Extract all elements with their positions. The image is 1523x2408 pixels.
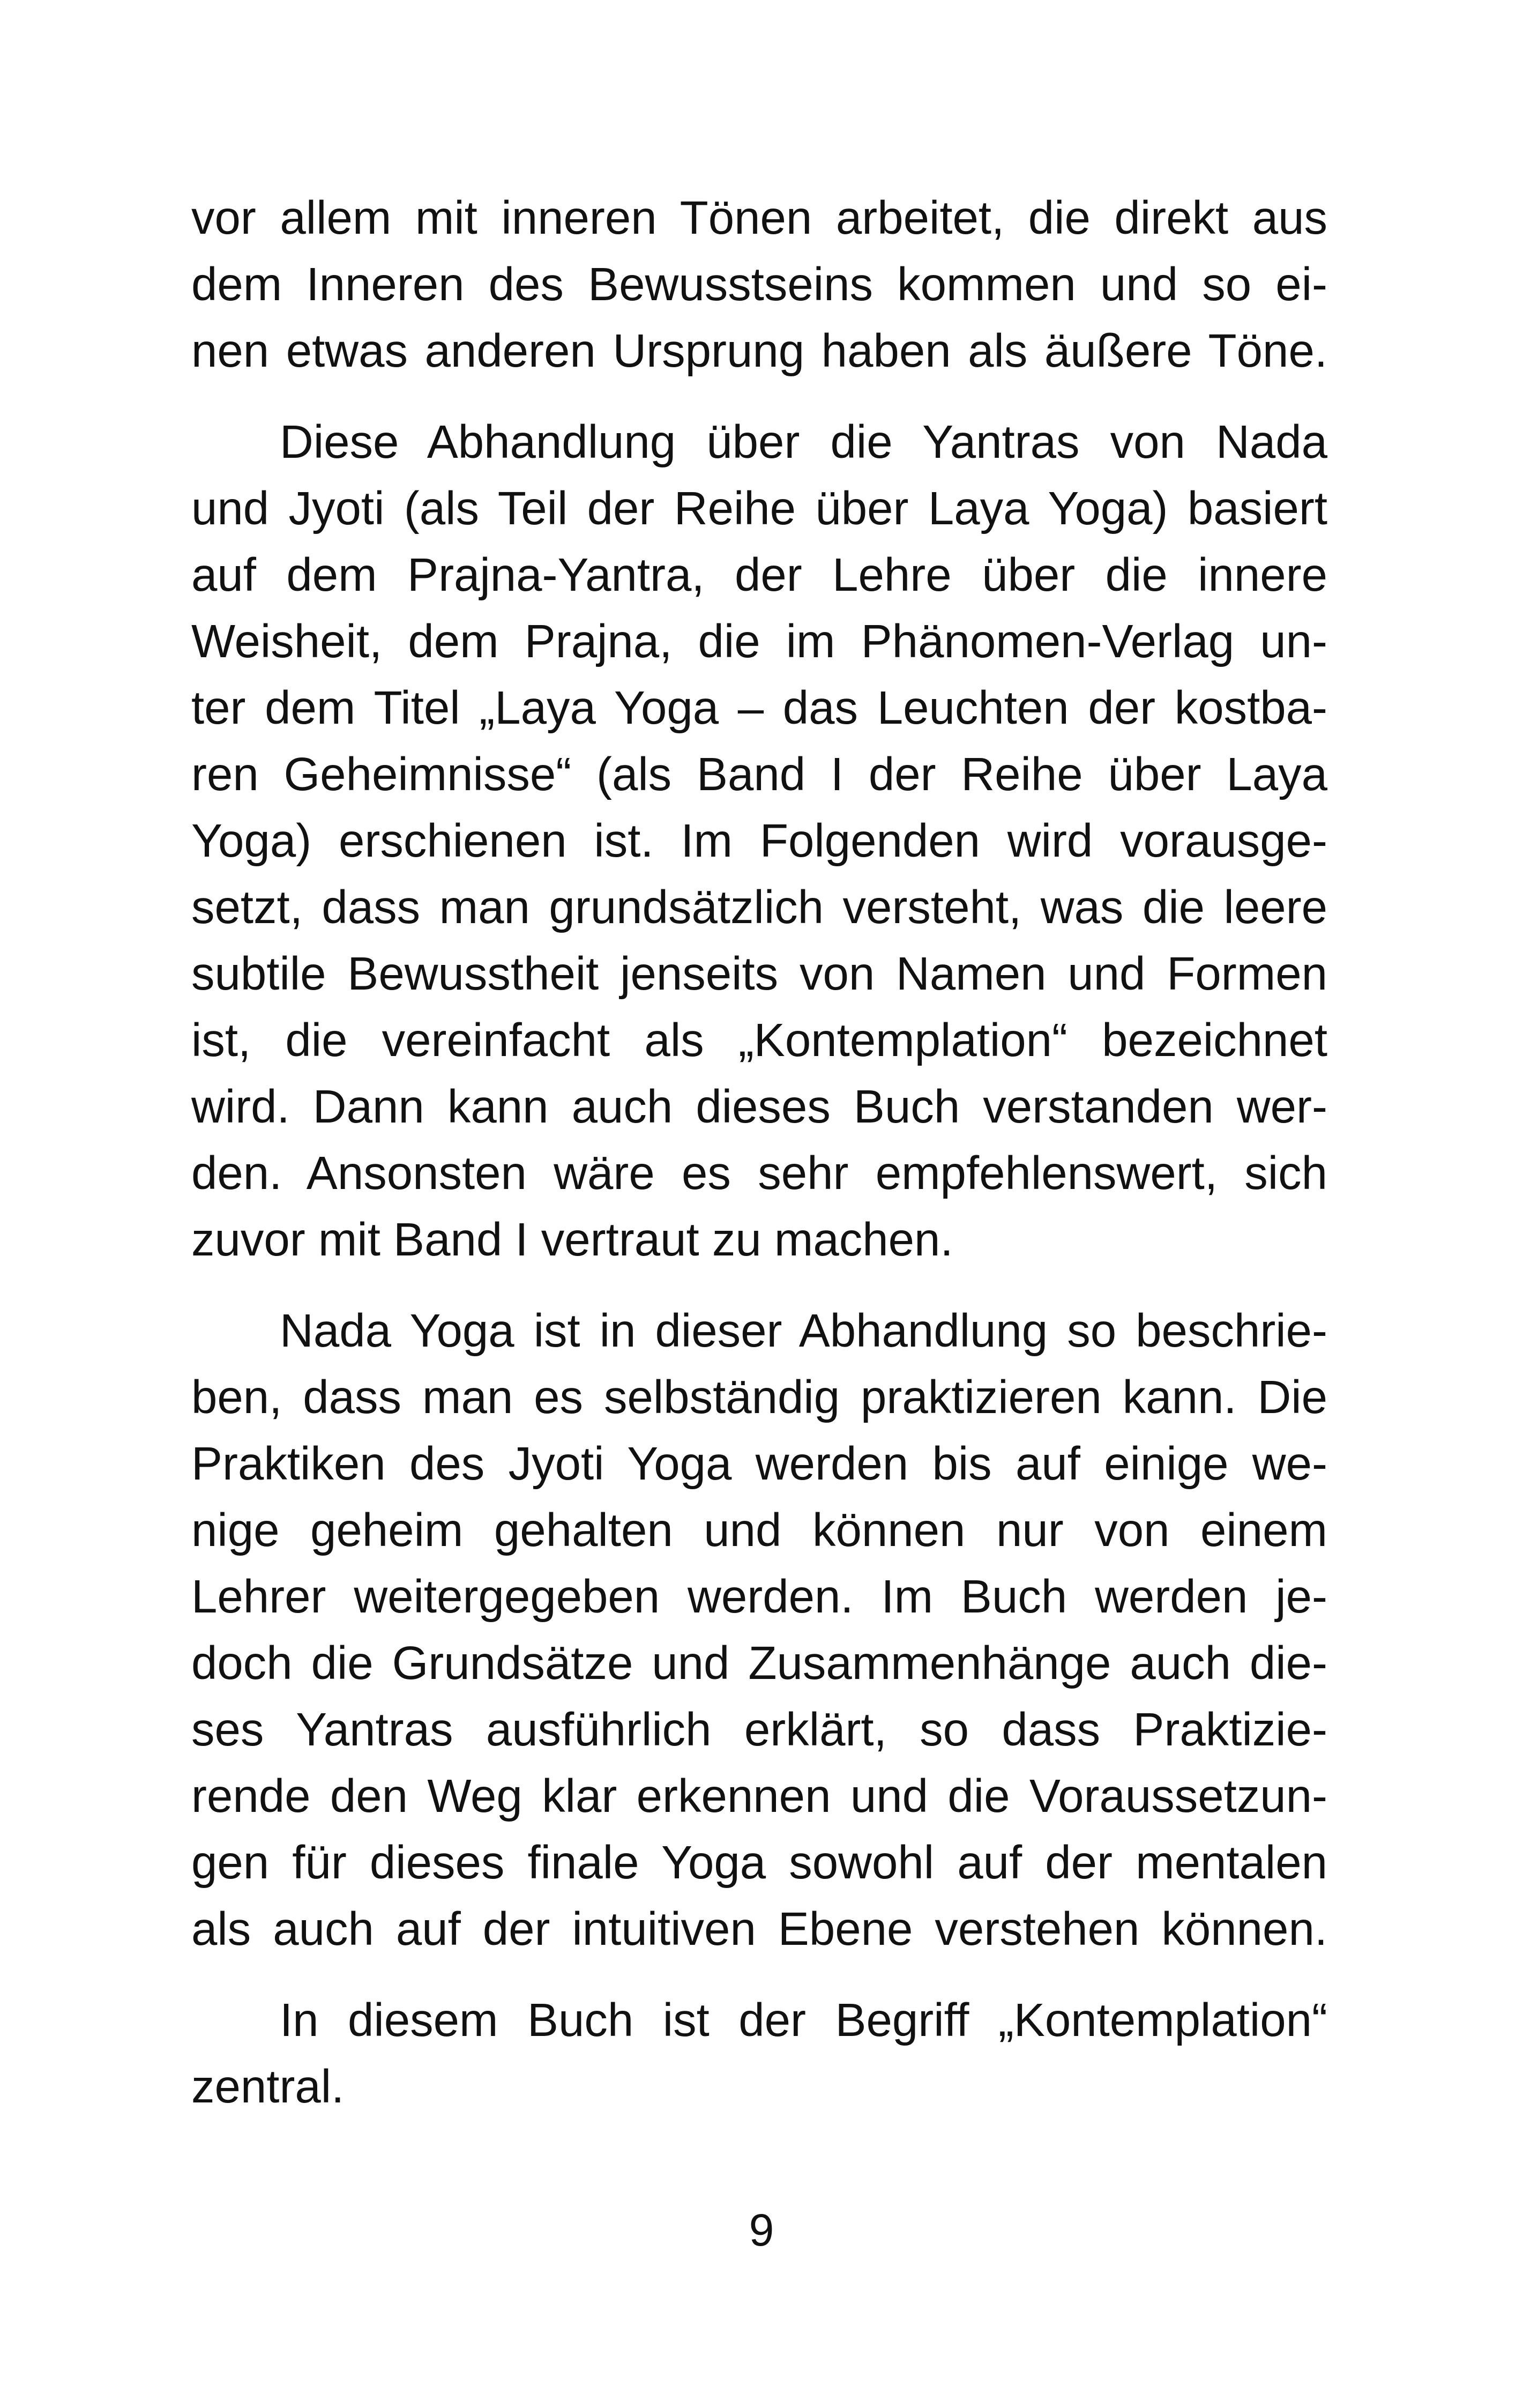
text-line: nige geheim gehalten und können nur von einem: [191, 1504, 1327, 1556]
page-number: 9: [749, 2205, 774, 2255]
text-line: ist, die vereinfacht als „Kontemplation“ bezeichnet: [191, 1014, 1327, 1066]
text-line: Lehrer weitergegeben werden. Im Buch werden je-: [191, 1571, 1327, 1623]
paragraph-4: [191, 1987, 1327, 2120]
text-line: ben, dass man es selbständig praktizieren kann. Die: [191, 1371, 1327, 1423]
paragraph-1: [191, 185, 1327, 384]
text-line: rende den Weg klar erkennen und die Voraussetzun-: [191, 1770, 1327, 1822]
text-line: gen für dieses finale Yoga sowohl auf der mentalen: [191, 1837, 1327, 1889]
text-line: als auch auf der intuitiven Ebene verstehen können.: [191, 1903, 1327, 1955]
body-text: [191, 185, 1327, 2120]
text-line: auf dem Prajna-Yantra, der Lehre über die innere: [191, 549, 1327, 601]
text-line: subtile Bewusstheit jenseits von Namen und Formen: [191, 948, 1327, 1000]
text-line: In diesem Buch ist der Begriff „Kontemplation“: [280, 1994, 1327, 2046]
text-line: ren Geheimnisse“ (als Band I der Reihe über Laya: [191, 748, 1327, 800]
text-line: zentral.: [191, 2061, 345, 2113]
text-line: ses Yantras ausführlich erklärt, so dass Praktizie-: [191, 1704, 1327, 1756]
text-line: Nada Yoga ist in dieser Abhandlung so beschrie-: [280, 1305, 1327, 1357]
text-line: dem Inneren des Bewusstseins kommen und so ei-: [191, 258, 1327, 310]
text-line: Diese Abhandlung über die Yantras von Nada: [280, 416, 1327, 468]
text-line: Praktiken des Jyoti Yoga werden bis auf einige we-: [191, 1438, 1327, 1490]
text-line: und Jyoti (als Teil der Reihe über Laya Yoga) basiert: [191, 482, 1327, 534]
text-line: zuvor mit Band I vertraut zu machen.: [191, 1214, 953, 1266]
text-line: vor allem mit inneren Tönen arbeitet, die direkt aus: [191, 192, 1327, 244]
text-line: nen etwas anderen Ursprung haben als äußere Töne.: [191, 325, 1327, 377]
text-line: setzt, dass man grundsätzlich versteht, was die leere: [191, 881, 1327, 933]
text-line: Weisheit, dem Prajna, die im Phänomen-Verlag un-: [191, 615, 1327, 667]
text-line: wird. Dann kann auch dieses Buch verstanden wer-: [191, 1081, 1327, 1133]
text-line: ter dem Titel „Laya Yoga – das Leuchten der kostba-: [191, 682, 1327, 734]
paragraph-3: [191, 1298, 1327, 1963]
paragraph-2: [191, 409, 1327, 1273]
text-line: Yoga) erschienen ist. Im Folgenden wird vorausge-: [191, 815, 1327, 867]
text-line: doch die Grundsätze und Zusammenhänge auch die-: [191, 1637, 1327, 1689]
text-line: den. Ansonsten wäre es sehr empfehlenswert, sich: [191, 1147, 1327, 1199]
